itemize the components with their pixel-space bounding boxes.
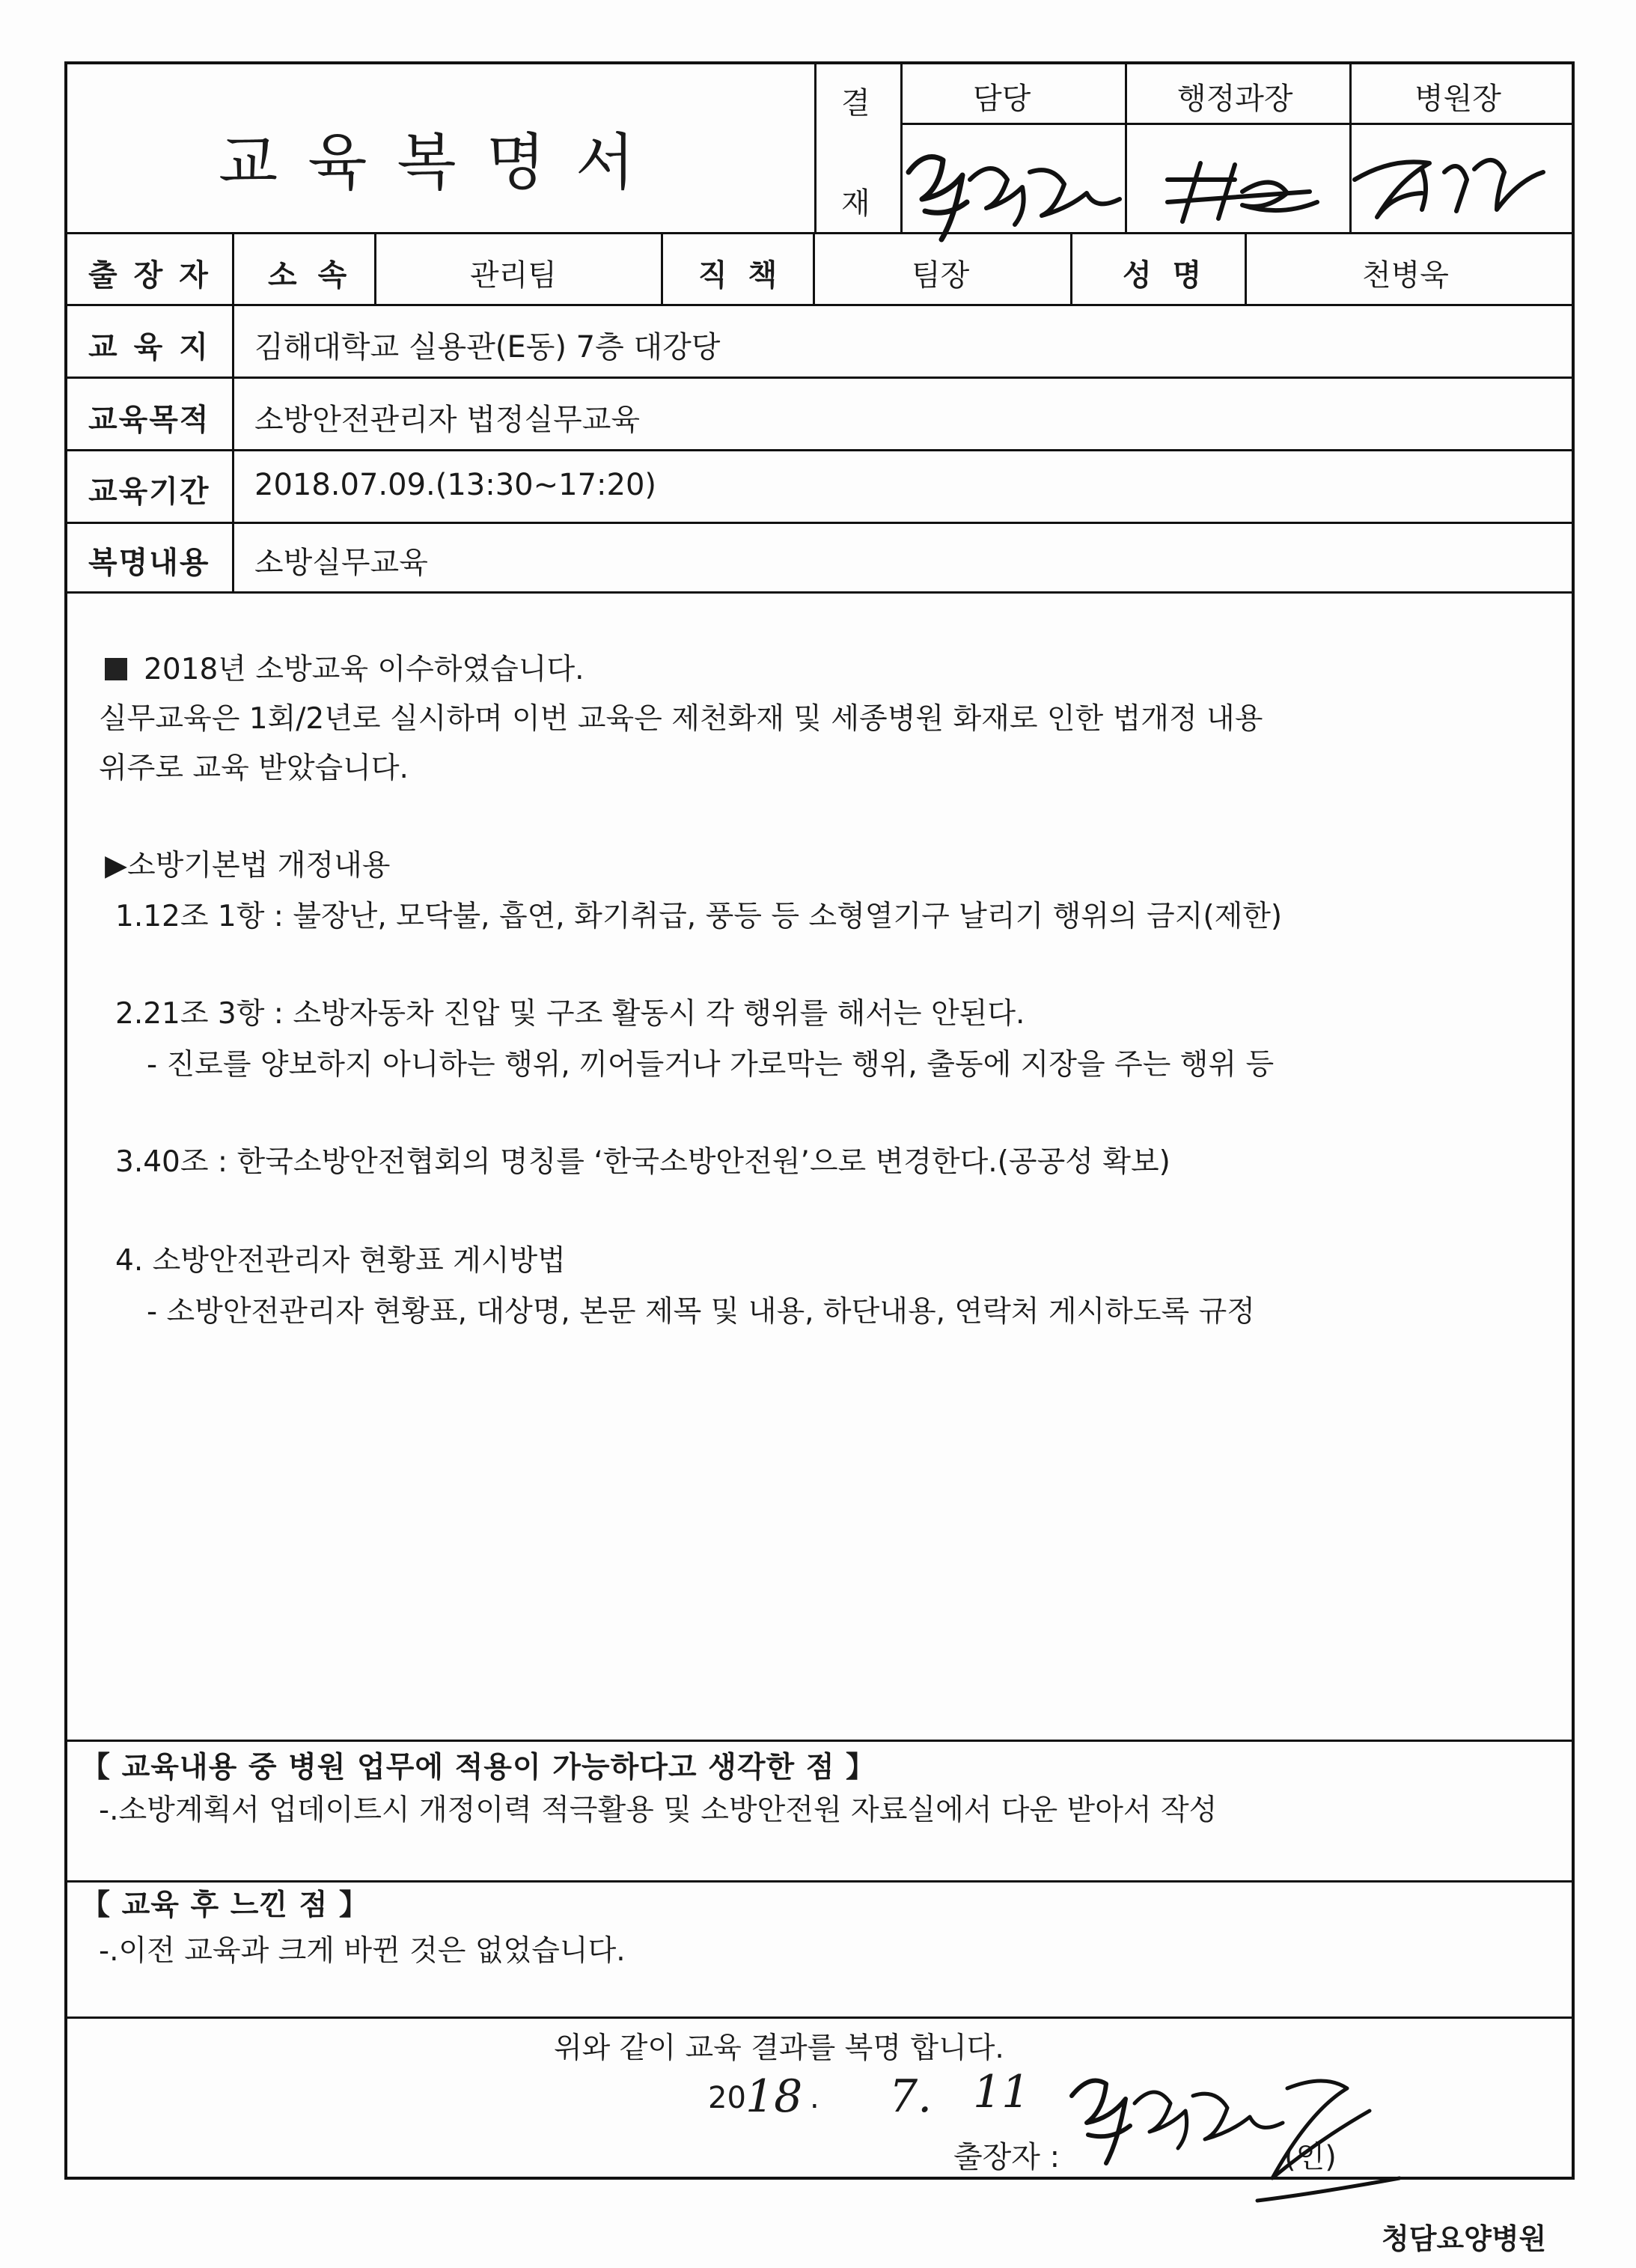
- field-label-purpose: 교육목적: [88, 403, 210, 437]
- approval-header-line: [900, 123, 1574, 125]
- applicable-top-line: [66, 1740, 1575, 1742]
- field-label-report-content: 복명내용: [88, 546, 210, 580]
- staff-signature: [895, 127, 1135, 254]
- field-value-location: 김해대학교 실용관(E동) 7층 대강당: [254, 330, 721, 365]
- body-intro-line2: 실무교육은 1회/2년로 실시하며 이번 교육은 제천화재 및 세종병원 화재로 인한 법개정 내용: [99, 702, 1263, 736]
- bullet-square-icon: [105, 658, 127, 680]
- impressions-heading: 【 교육 후 느낀 점 】: [81, 1889, 369, 1922]
- seal-signature: [1227, 2066, 1407, 2216]
- closing-date-year: 18: [745, 2070, 803, 2123]
- approval-role-director: 병원장: [1414, 82, 1501, 116]
- body-item-2-sub: - 진로를 양보하지 아니하는 행위, 끼어들거나 가로막는 행위, 출동에 지장을 주는 행위 등: [147, 1048, 1275, 1082]
- form-frame: [64, 61, 1575, 2180]
- approval-role-staff: 담당: [973, 82, 1031, 116]
- body-section-heading: ▶소방기본법 개정내용: [105, 849, 391, 882]
- field-row-line-3: [66, 522, 1575, 524]
- position-label: 직책: [698, 258, 799, 293]
- body-item-4-sub: - 소방안전관리자 현황표, 대상명, 본문 제목 및 내용, 하단내용, 연락처 게시하도록 규정: [147, 1295, 1255, 1329]
- traveler-row-bottom: [66, 304, 1575, 306]
- applicable-heading: 【 교육내용 중 병원 업무에 적용이 가능하다고 생각한 점 】: [81, 1751, 876, 1784]
- position-value: 팀장: [912, 258, 970, 293]
- closing-date-day: 11: [973, 2066, 1031, 2118]
- field-row-line-2: [66, 449, 1575, 451]
- closing-date-prefix: 20: [708, 2081, 746, 2115]
- field-value-purpose: 소방안전관리자 법정실무교육: [254, 403, 641, 437]
- dept-value: 관리팀: [470, 258, 557, 293]
- closing-date-month: 7.: [889, 2070, 933, 2123]
- body-item-1: 1.12조 1항 : 불장난, 모닥불, 흡연, 화기취급, 풍등 등 소형열기구 날리기 행위의 금지(제한): [115, 900, 1283, 933]
- approval-role-admin-manager: 행정과장: [1177, 82, 1293, 116]
- name-value: 천병욱: [1362, 258, 1449, 293]
- traveler-col-3: [661, 234, 663, 305]
- applicable-text: -.소방계획서 업데이트시 개정이력 적극활용 및 소방안전원 자료실에서 다운 받아서 작성: [99, 1793, 1218, 1827]
- traveler-col-6: [1245, 234, 1247, 305]
- name-label: 성명: [1123, 258, 1223, 293]
- body-item-3: 3.40조 : 한국소방안전협회의 명칭를 ‘한국소방안전원’으로 변경한다.(공공성 확보): [115, 1145, 1170, 1179]
- field-row-line-4: [66, 591, 1575, 594]
- document-title: 교육복명서: [219, 127, 665, 198]
- dept-label: 소속: [268, 258, 368, 293]
- approval-side-label-bottom: 재: [841, 186, 870, 221]
- traveler-col-2: [374, 234, 376, 305]
- director-signature: [1347, 127, 1549, 240]
- closing-organization: 청담요양병원: [1382, 2222, 1547, 2255]
- traveler-col-4: [813, 234, 815, 305]
- body-item-2: 2.21조 3항 : 소방자동차 진압 및 구조 활동시 각 행위를 해서는 안된다.: [115, 997, 1025, 1031]
- field-value-period: 2018.07.09.(13:30~17:20): [254, 468, 657, 502]
- body-intro-line3: 위주로 교육 받았습니다.: [99, 752, 409, 785]
- field-label-location: 교육지: [88, 330, 225, 365]
- body-item-4: 4. 소방안전관리자 현황표 게시방법: [115, 1244, 566, 1278]
- closing-top-line: [66, 2016, 1575, 2019]
- field-label-period: 교육기간: [88, 475, 210, 509]
- field-value-report-content: 소방실무교육: [254, 546, 428, 580]
- approval-side-label-top: 결: [841, 86, 870, 121]
- closing-date-dot: .: [810, 2081, 819, 2115]
- impressions-text: -.이전 교육과 크게 바뀐 것은 없었습니다.: [99, 1934, 626, 1968]
- traveler-label: 출장자: [88, 258, 225, 293]
- field-label-divider: [232, 305, 234, 592]
- body-intro: 2018년 소방교육 이수하였습니다.: [144, 653, 584, 686]
- traveler-col-1: [232, 234, 234, 305]
- admin-manager-signature: [1153, 150, 1332, 232]
- closing-traveler-label: 출장자 :: [953, 2140, 1060, 2174]
- closing-seal-label: (인): [1284, 2140, 1337, 2174]
- body-intro-line: [105, 645, 584, 695]
- closing-statement: 위와 같이 교육 결과를 복명 합니다.: [554, 2031, 1004, 2065]
- field-row-line-1: [66, 377, 1575, 379]
- title-approval-divider: [814, 63, 817, 234]
